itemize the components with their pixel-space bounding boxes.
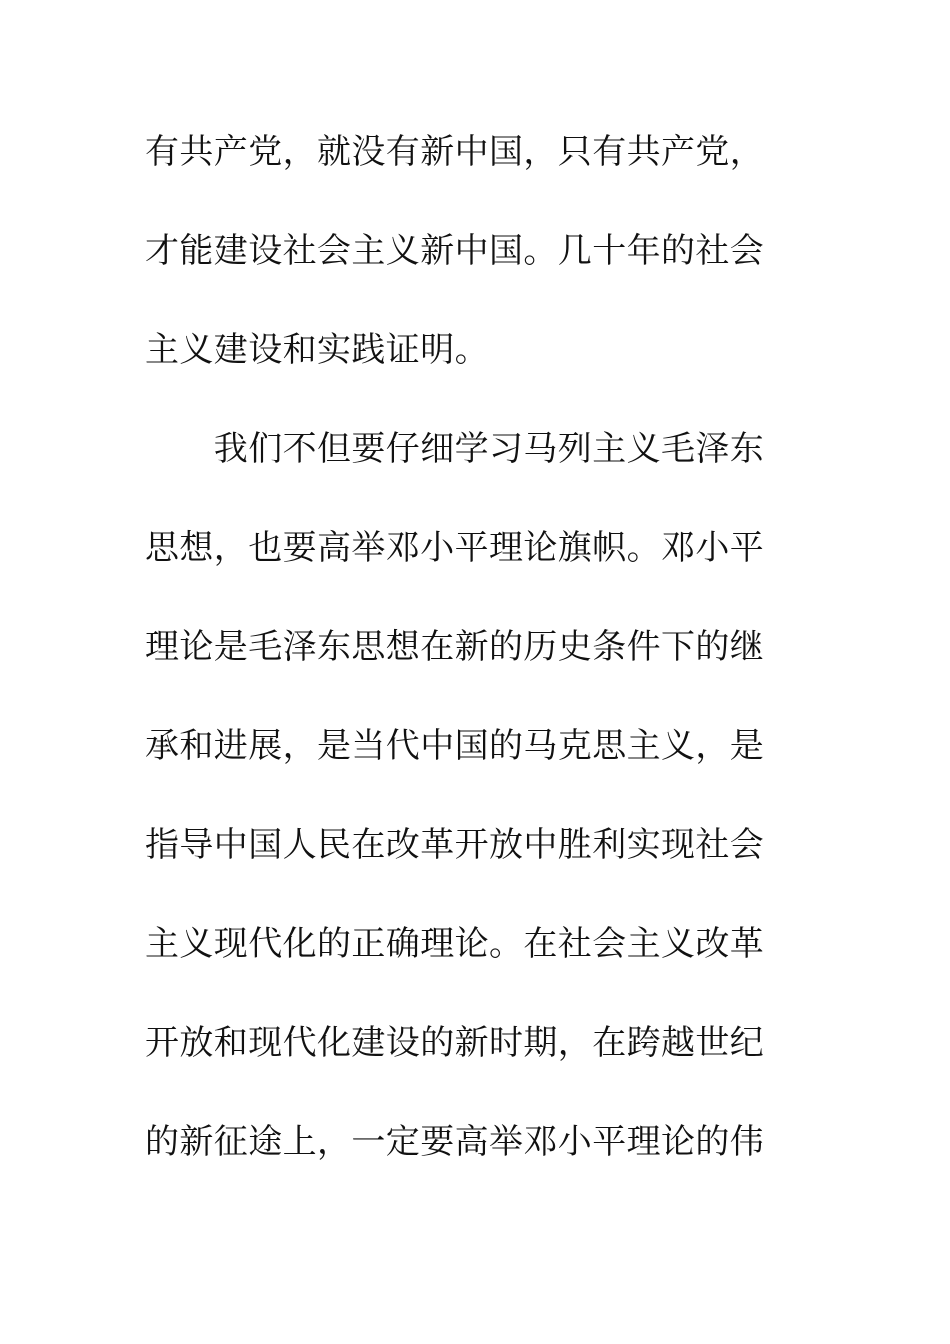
- text-line: 有共产党，就没有新中国，只有共产党，: [145, 132, 765, 172]
- text-line: 指导中国人民在改革开放中胜利实现社会: [145, 825, 765, 865]
- body-text: [145, 121, 785, 1210]
- text-line: 理论是毛泽东思想在新的历史条件下的继: [145, 627, 765, 667]
- text-line: 主义建设和实践证明。: [145, 330, 489, 370]
- text-line: 思想，也要高举邓小平理论旗帜。邓小平: [145, 528, 765, 568]
- text-line: 承和进展，是当代中国的马克思主义，是: [145, 726, 765, 766]
- text-line: 主义现代化的正确理论。在社会主义改革: [145, 924, 765, 964]
- text-line: 开放和现代化建设的新时期，在跨越世纪: [145, 1023, 765, 1063]
- text-line: 的新征途上，一定要高举邓小平理论的伟: [145, 1122, 765, 1162]
- paragraph-start-line: 我们不但要仔细学习马列主义毛泽东: [145, 429, 765, 469]
- text-line: 才能建设社会主义新中国。几十年的社会: [145, 231, 765, 271]
